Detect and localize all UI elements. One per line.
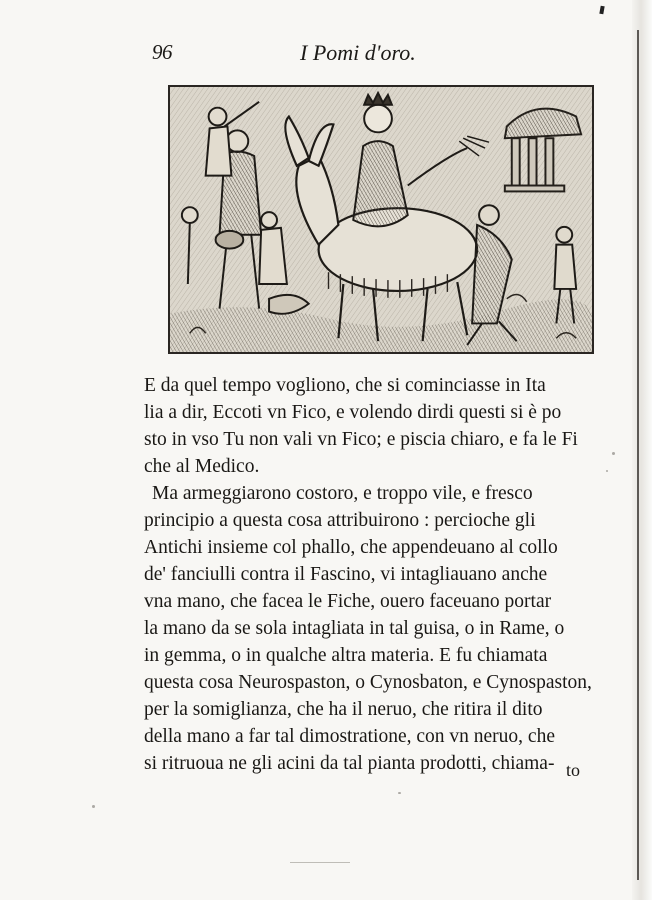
text-line: Antichi insieme col phallo, che appendeuano al collo bbox=[144, 537, 558, 558]
text-line: Ma armeggiarono costoro, e troppo vile, e fresco bbox=[152, 483, 533, 504]
page-gutter bbox=[632, 0, 652, 900]
text-line: E da quel tempo vogliono, che si cominciasse in Ita bbox=[144, 375, 546, 396]
page-header bbox=[152, 40, 472, 70]
ink-speck bbox=[398, 792, 401, 794]
text-line: principio a questa cosa attribuirono : percioche gli bbox=[144, 510, 536, 531]
page-number: 96 bbox=[152, 40, 172, 64]
woodcut-engraving-icon bbox=[168, 85, 594, 354]
page-edge-line bbox=[637, 30, 639, 880]
text-line: in gemma, o in qualche altra materia. E fu chiamata bbox=[144, 645, 548, 666]
text-line: della mano a far tal dimostratione, con vn neruo, che bbox=[144, 726, 555, 747]
text-line: per la somiglianza, che ha il neruo, che ritira il dito bbox=[144, 699, 543, 720]
bottom-smudge bbox=[290, 862, 350, 863]
ink-mark bbox=[599, 6, 604, 15]
engraving-drawing bbox=[170, 87, 592, 352]
text-line: che al Medico. bbox=[144, 456, 260, 477]
text-line: questa cosa Neurospaston, o Cynosbaton, e Cynospaston, bbox=[144, 672, 592, 693]
text-line: lia a dir, Eccoti vn Fico, e volendo dirdi questi si è po bbox=[144, 402, 562, 423]
running-head: I Pomi d'oro. bbox=[300, 40, 416, 65]
catchword: to bbox=[566, 760, 581, 780]
text-line: si ritruoua ne gli acini da tal pianta prodotti, chiama- bbox=[144, 753, 555, 774]
text-line: sto in vso Tu non vali vn Fico; e piscia chiaro, e fa le Fi bbox=[144, 429, 578, 450]
text-line: vna mano, che facea le Fiche, ouero faceuano portar bbox=[144, 591, 552, 612]
text-line: de' fanciulli contra il Fascino, vi intagliauano anche bbox=[144, 564, 548, 585]
text-line: la mano da se sola intagliata in tal guisa, o in Rame, o bbox=[144, 618, 565, 639]
ink-speck bbox=[612, 452, 615, 455]
ink-speck bbox=[92, 805, 95, 808]
ink-speck bbox=[606, 470, 608, 472]
